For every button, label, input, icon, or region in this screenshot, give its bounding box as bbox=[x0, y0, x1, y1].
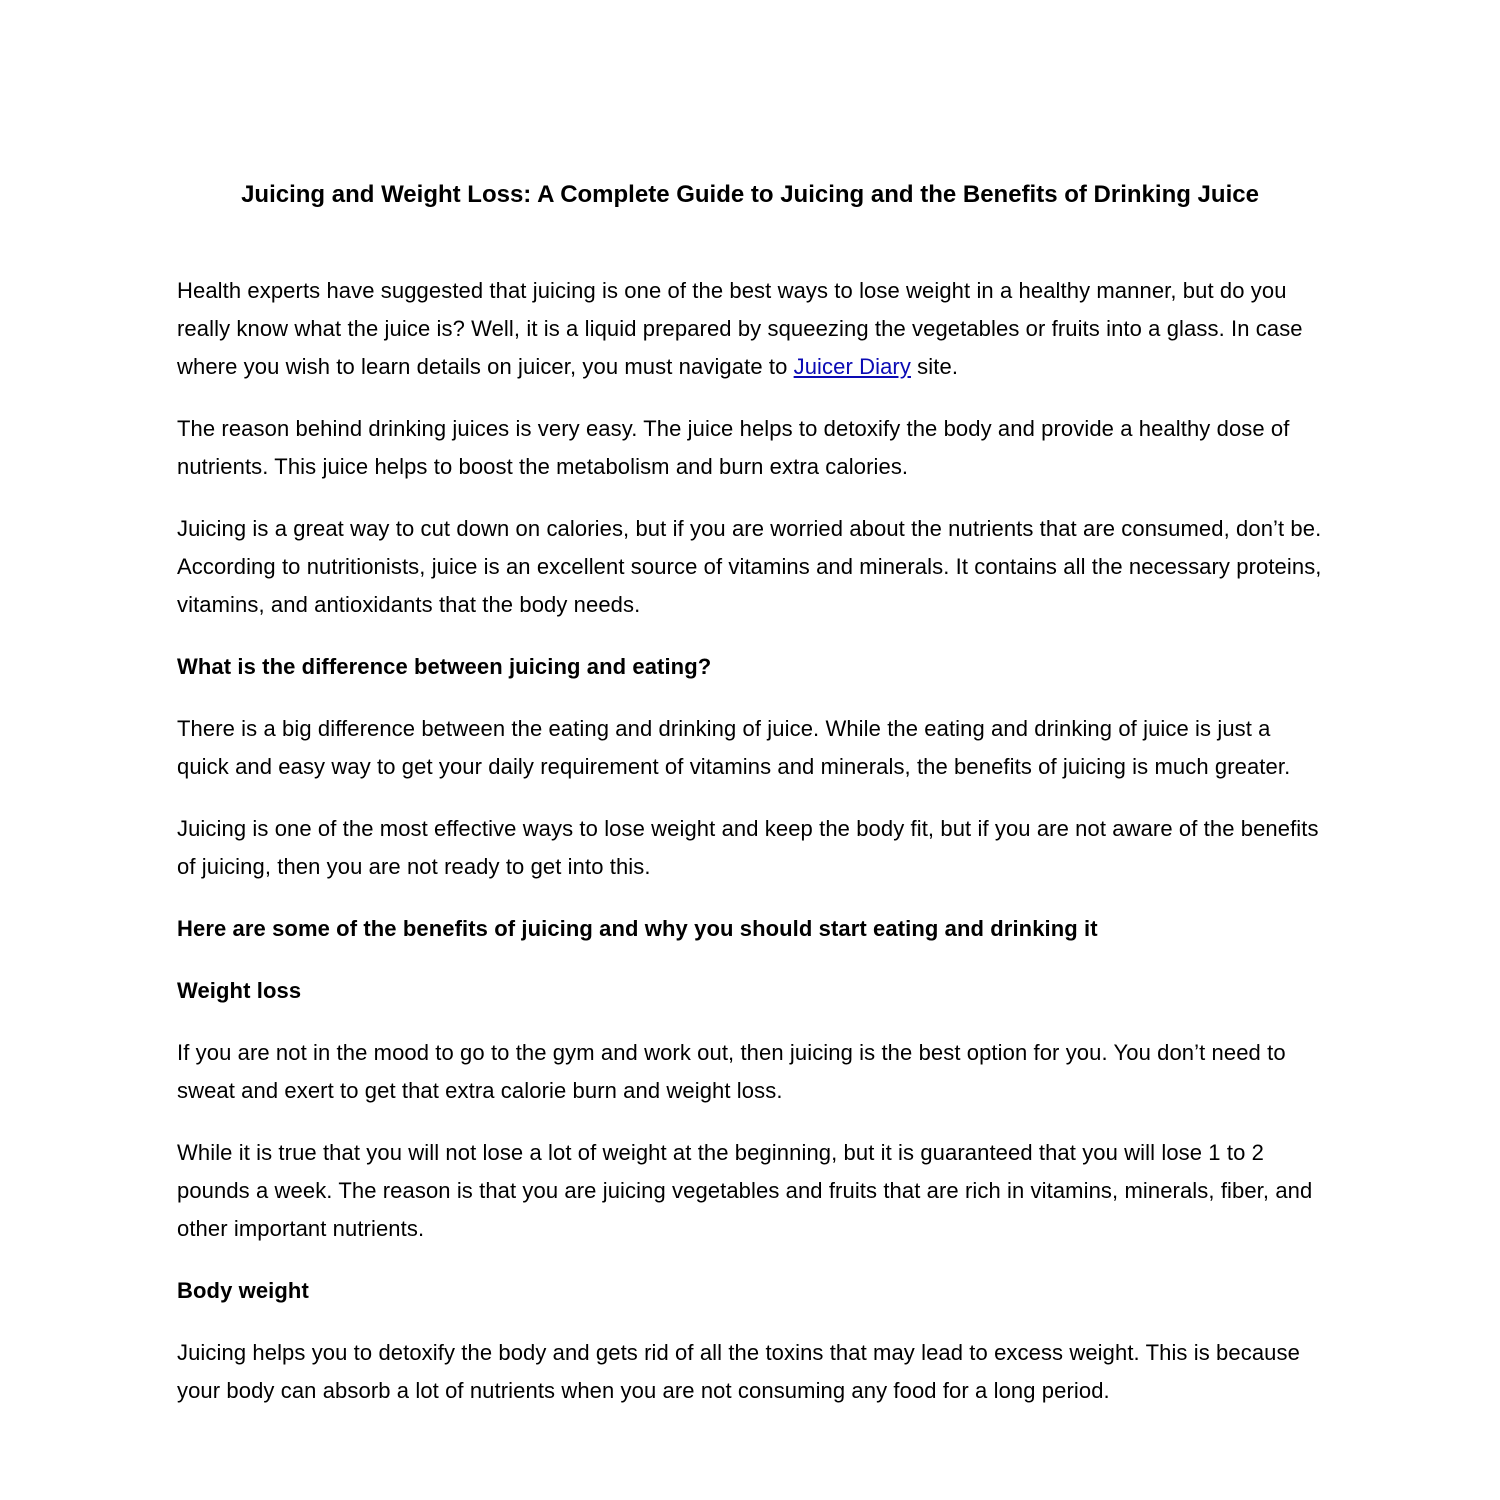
heading-benefits: Here are some of the benefits of juicing and why you should start eating and drinking it bbox=[177, 916, 1098, 941]
paragraph-gym: If you are not in the mood to go to the gym and work out, then juicing is the best option for you. You don’t need to sweat and exert to get that extra calorie burn and weight loss. bbox=[177, 1040, 1286, 1103]
juicer-diary-link[interactable]: Juicer Diary bbox=[793, 354, 911, 379]
heading-weight-loss: Weight loss bbox=[177, 978, 302, 1003]
intro-text: Health experts have suggested that juicing is one of the best ways to lose weight in a healthy manner, but do you really know what the juice is? Well, it is a liquid prepared by squeezing the vegetables or fruits into a glass. In case where you wish to learn details on juicer, you must navigate to bbox=[177, 278, 1303, 379]
paragraph-pounds: While it is true that you will not lose a lot of weight at the beginning, but it is guaranteed that you will lose 1 to 2 pounds a week. The reason is that you are juicing vegetables and fruits that are rich in vitamins, minerals, fiber, and other important nutrients. bbox=[177, 1140, 1313, 1241]
heading-body-weight: Body weight bbox=[177, 1278, 309, 1303]
paragraph-detox: Juicing helps you to detoxify the body and gets rid of all the toxins that may lead to excess weight. This is because your body can absorb a lot of nutrients when you are not consuming any food for a long period. bbox=[177, 1340, 1300, 1403]
document-body bbox=[177, 272, 1327, 1434]
heading-difference: What is the difference between juicing and eating? bbox=[177, 654, 712, 679]
page-title: Juicing and Weight Loss: A Complete Guide to Juicing and the Benefits of Drinking Juice bbox=[241, 181, 1259, 208]
intro-paragraph bbox=[177, 272, 1327, 386]
paragraph-difference: There is a big difference between the eating and drinking of juice. While the eating and drinking of juice is just a quick and easy way to get your daily requirement of vitamins and minerals, the benefits of juicing is much greater. bbox=[177, 716, 1291, 779]
paragraph-calories: Juicing is a great way to cut down on calories, but if you are worried about the nutrients that are consumed, don’t be. According to nutritionists, juice is an excellent source of vitamins and minerals. It contains all the necessary proteins, vitamins, and antioxidants that the body needs. bbox=[177, 516, 1322, 617]
intro-text-end: site. bbox=[910, 354, 959, 379]
paragraph-effective: Juicing is one of the most effective ways to lose weight and keep the body fit, but if you are not aware of the benefits of juicing, then you are not ready to get into this. bbox=[177, 816, 1319, 879]
paragraph-reason: The reason behind drinking juices is very easy. The juice helps to detoxify the body and provide a healthy dose of nutrients. This juice helps to boost the metabolism and burn extra calories. bbox=[177, 416, 1290, 479]
